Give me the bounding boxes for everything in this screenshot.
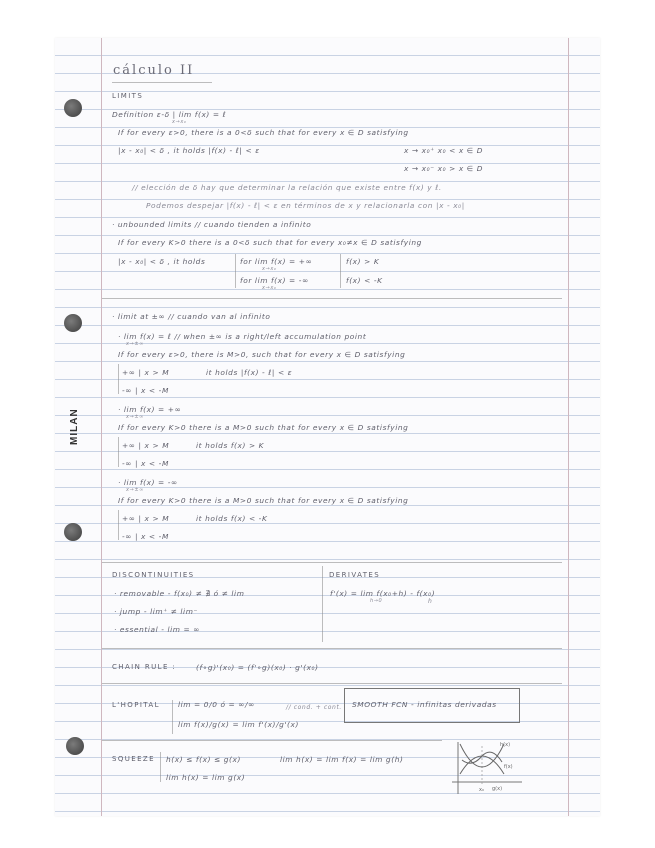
unbounded-brace xyxy=(235,254,236,288)
unbounded-result-minus: f(x) < -K xyxy=(346,276,383,285)
smooth-function-text: SMOOTH FCN - infinitas derivadas xyxy=(352,700,497,709)
graph-label-g: g(x) xyxy=(492,786,503,792)
infinity-case-2: -∞ | x < -M xyxy=(122,386,169,395)
limits-definition-sub: x→x₀ xyxy=(172,119,187,125)
limits-definition: Definition ε-δ | lim f(x) = ℓ xyxy=(112,110,227,119)
infinity-line-1-sub: x→±∞ xyxy=(126,341,144,347)
infinity-line-6: If for every K>0 there is a M>0 such that for every x ∈ D satisfying xyxy=(118,496,409,505)
infinity-case-brace xyxy=(118,510,119,540)
chain-rule-heading: CHAIN RULE : xyxy=(112,663,177,671)
discontinuities-heading: DISCONTINUITIES xyxy=(112,571,195,579)
limits-line-2: |x - x₀| < δ , it holds |f(x) - ℓ| < ε xyxy=(118,146,260,155)
derivative-formula-sub: h→0 xyxy=(370,598,383,604)
section-divider xyxy=(102,740,442,741)
limits-heading: LIMITS xyxy=(112,92,144,100)
squeeze-heading: SQUEEZE xyxy=(112,755,155,763)
discontinuity-removable: · removable - f(x₀) ≠ ∄ ó ≠ lim xyxy=(114,589,245,598)
infinity-case-1b: it holds |f(x) - ℓ| < ε xyxy=(206,368,293,377)
unbounded-case-plus: for lim f(x) = +∞ xyxy=(240,257,313,266)
infinity-case-brace xyxy=(118,364,119,394)
graph-label-x0: x₀ xyxy=(479,787,484,793)
infinity-line-4: If for every K>0 there is a M>0 such that for every x ∈ D satisfying xyxy=(118,423,409,432)
infinity-line-5: · lim f(x) = -∞ xyxy=(118,478,178,487)
unbounded-result-plus: f(x) > K xyxy=(346,257,380,266)
section-divider xyxy=(102,648,562,649)
unbounded-heading: · unbounded limits // cuando tienden a infinito xyxy=(112,220,312,229)
title-underline xyxy=(112,82,212,83)
infinity-line-3: · lim f(x) = +∞ xyxy=(118,405,182,414)
unbounded-divider xyxy=(340,254,341,288)
infinity-line-2: If for every ε>0, there is M>0, such that for every x ∈ D satisfying xyxy=(118,350,406,359)
infinity-case-5b: it holds f(x) < -K xyxy=(196,514,268,523)
squeeze-result: lim h(x) = lim f(x) = lim g(h) xyxy=(280,755,404,764)
squeeze-line-2: lim h(x) = lim g(x) xyxy=(166,773,246,782)
limits-line-1: If for every ε>0, there is a 0<δ such that for every x ∈ D satisfying xyxy=(118,128,409,137)
discontinuity-essential: · essential - lim = ∞ xyxy=(114,625,201,634)
derivative-formula-denominator: h xyxy=(428,598,433,605)
infinity-case-6: -∞ | x < -M xyxy=(122,532,169,541)
graph-label-f: f(x) xyxy=(504,764,513,770)
infinity-case-3a: +∞ | x > M xyxy=(122,441,170,450)
unbounded-line-1: If for every K>0 there is a 0<δ such that for every x₀≠x ∈ D satisfying xyxy=(118,238,422,247)
infinity-line-1: · lim f(x) = ℓ // when ±∞ is a right/left accumulation point xyxy=(118,332,367,341)
binder-hole xyxy=(64,314,82,332)
lhopital-condition: lim = 0/0 ó = ∞/∞ xyxy=(178,700,255,709)
infinity-line-5-sub: x→±∞ xyxy=(126,487,144,493)
infinity-case-5a: +∞ | x > M xyxy=(122,514,170,523)
infinity-case-4: -∞ | x < -M xyxy=(122,459,169,468)
limits-note-1: // elección de δ hay que determinar la relación que existe entre f(x) y ℓ. xyxy=(132,183,442,192)
column-divider xyxy=(322,566,323,642)
graph-label-h: h(x) xyxy=(500,742,511,748)
unbounded-line-2: |x - x₀| < δ , it holds xyxy=(118,257,206,266)
infinity-heading: · limit at ±∞ // cuando van al infinito xyxy=(112,312,271,321)
binder-hole xyxy=(64,523,82,541)
section-divider xyxy=(102,683,562,684)
brand-logo: MILAN xyxy=(69,408,80,445)
page-title: cálculo II xyxy=(113,63,195,78)
discontinuity-jump: · jump - lim⁺ ≠ lim⁻ xyxy=(114,607,198,616)
lhopital-heading: L'HOPITAL xyxy=(112,701,160,709)
binder-hole xyxy=(66,737,84,755)
squeeze-brace xyxy=(160,752,161,782)
unbounded-case-minus: for lim f(x) = -∞ xyxy=(240,276,309,285)
infinity-line-3-sub: x→±∞ xyxy=(126,414,144,420)
lhopital-rule: lim f(x)/g(x) = lim f'(x)/g'(x) xyxy=(178,720,299,729)
unbounded-sub-minus: x→x₀ xyxy=(262,285,277,291)
derivative-formula: f'(x) = lim f(x₀+h) - f(x₀) xyxy=(330,589,436,598)
infinity-case-3b: it holds f(x) > K xyxy=(196,441,265,450)
section-divider xyxy=(102,562,562,563)
unbounded-sub-plus: x→x₀ xyxy=(262,266,277,272)
lhopital-brace xyxy=(172,700,173,734)
chain-rule-formula: (f∘g)'(x₀) = (f'∘g)(x₀) · g'(x₀) xyxy=(196,663,319,672)
limits-note-2: Podemos despejar |f(x) - ℓ| < ε en términos de x y relacionarla con |x - x₀| xyxy=(146,201,465,210)
derivates-heading: DERIVATES xyxy=(329,571,381,579)
limits-side-right: x → x₀⁺ x₀ < x ∈ D xyxy=(404,146,484,155)
lhopital-condition-note: // cond. + cont. xyxy=(286,704,342,711)
left-margin-line xyxy=(101,38,102,816)
section-divider xyxy=(102,298,562,299)
squeeze-graph xyxy=(446,738,526,798)
limits-side-left: x → x₀⁻ x₀ > x ∈ D xyxy=(404,164,484,173)
right-margin-line xyxy=(568,38,569,816)
infinity-case-1a: +∞ | x > M xyxy=(122,368,170,377)
binder-hole xyxy=(64,99,82,117)
infinity-case-brace xyxy=(118,437,119,467)
squeeze-line-1: h(x) ≤ f(x) ≤ g(x) xyxy=(166,755,241,764)
